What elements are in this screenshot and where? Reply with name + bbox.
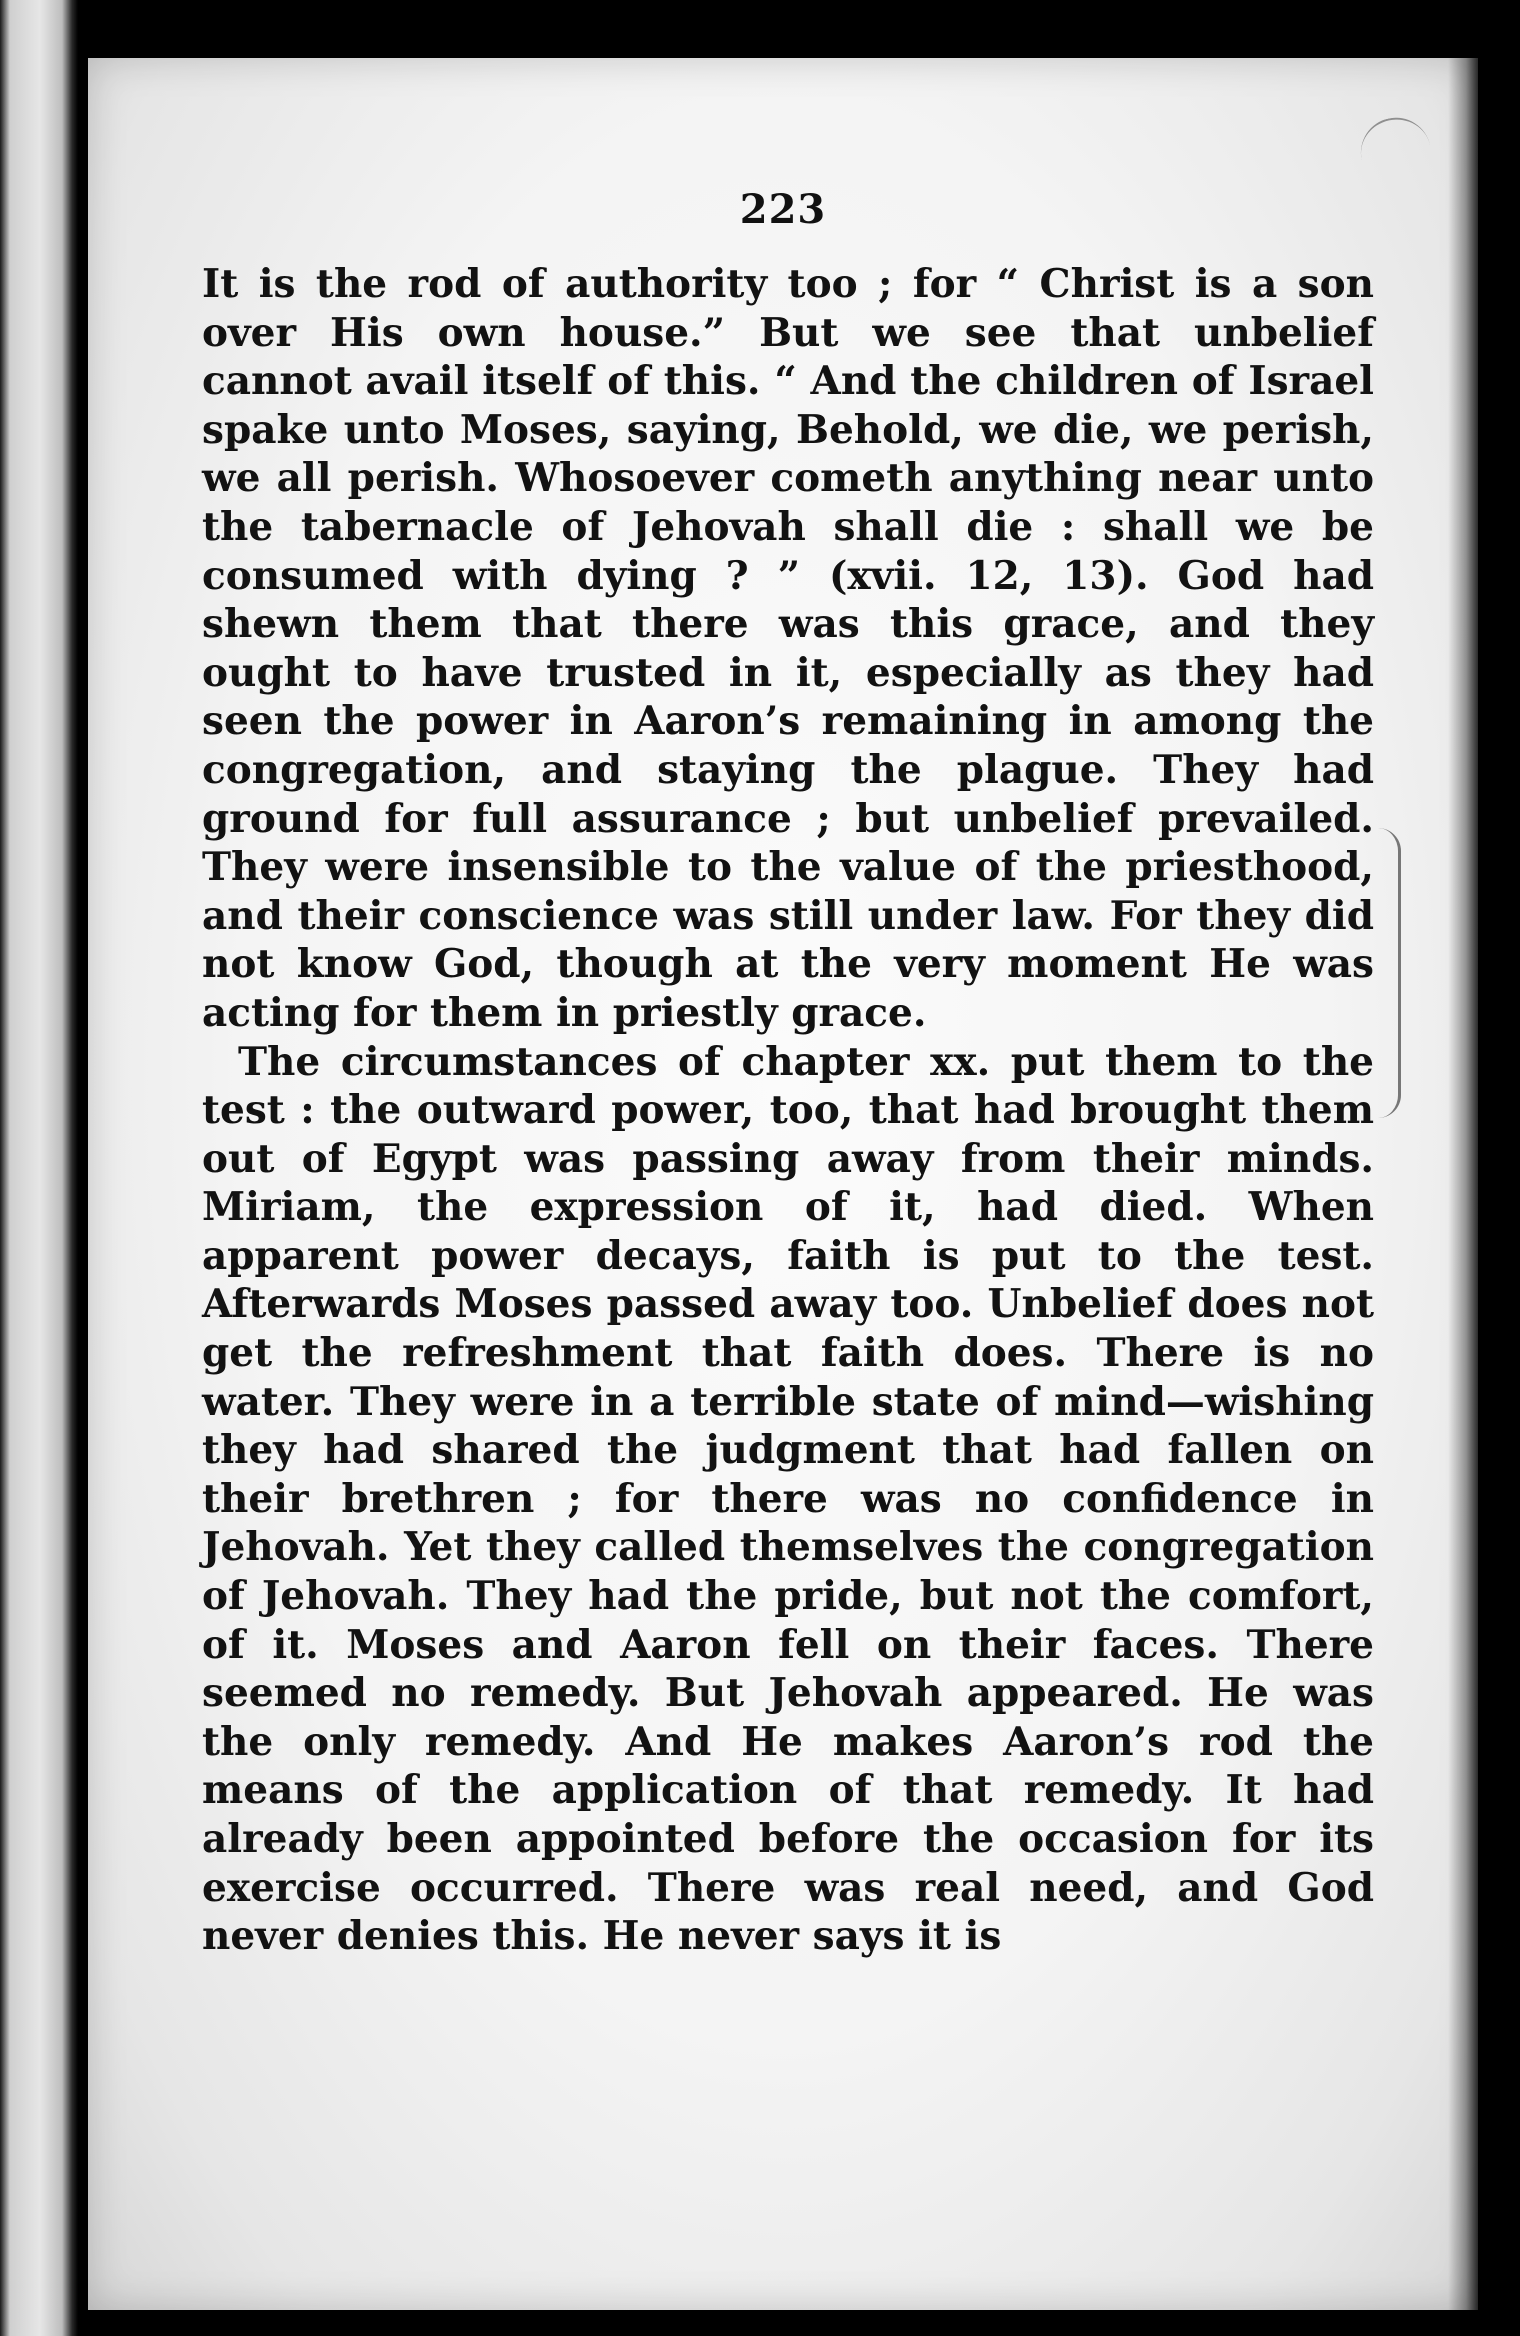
margin-bracket-icon: [1378, 828, 1401, 1118]
paragraph-2: The circumstances of chapter xx. put them to the test : the outward power, too, that had brought them out of Egypt was passing away from their minds. Miriam, the expression of it, had died. When apparent power decays, faith is put to the test. Afterwards Moses passed away too. Unbelief does not get the refreshment that faith does. There is no water. They were in a terrible state of mind—wishing they had shared the judgment that had fallen on their brethren ; for there was no confidence in Jehovah. Yet they called themselves the congregation of Jehovah. They had the pride, but not the comfort, of it. Moses and Aaron fell on their faces. There seemed no remedy. But Jehovah appeared. He was the only remedy. And He makes Aaron’s rod the means of the application of that remedy. It had already been appointed before the occasion for its exercise occurred. There was real need, and God never denies this. He never says it is: [202, 1038, 1374, 1960]
page-body: [202, 260, 1374, 1961]
book-page: [88, 58, 1478, 2310]
page-number: 223: [739, 186, 827, 233]
pencil-mark-icon: [1354, 111, 1431, 167]
page-spine-shadow: [1448, 58, 1478, 2310]
facing-page-edge: [0, 0, 78, 2336]
paragraph-1: It is the rod of authority too ; for “ Christ is a son over His own house.” But we see that unbelief cannot avail itself of this. “ And the children of Israel spake unto Moses, saying, Behold, we die, we perish, we all perish. Whosoever cometh anything near unto the tabernacle of Jehovah shall die : shall we be consumed with dying ? ” (xvii. 12, 13). God had shewn them that there was this grace, and they ought to have trusted in it, especially as they had seen the power in Aaron’s remaining in among the congregation, and staying the plague. They had ground for full assurance ; but unbelief prevailed. They were insensible to the value of the priesthood, and their conscience was still under law. For they did not know God, though at the very moment He was acting for them in priestly grace.: [202, 261, 1374, 1036]
